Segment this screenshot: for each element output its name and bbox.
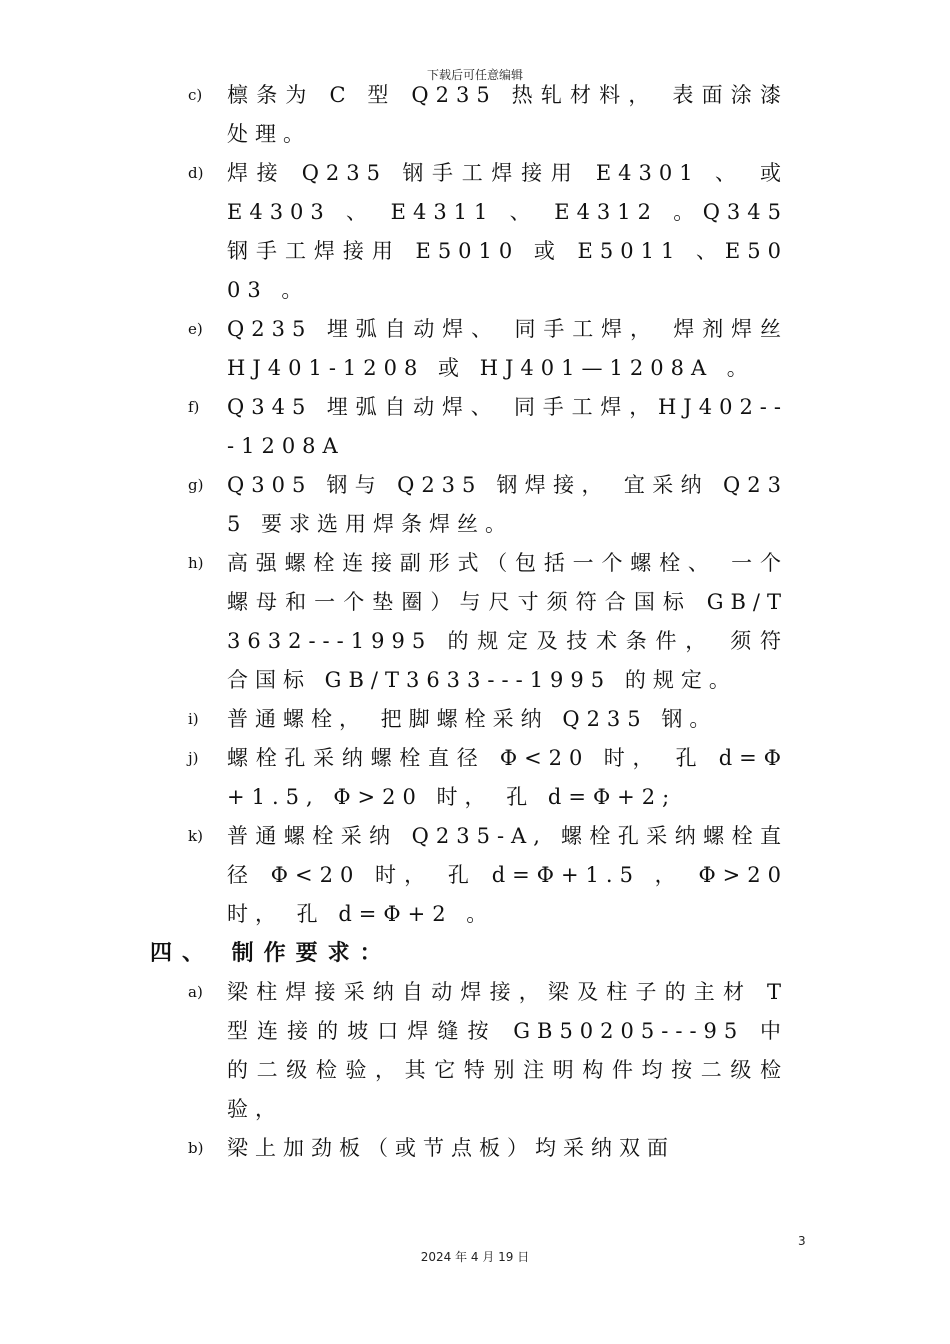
item-marker: h) <box>188 554 204 572</box>
item-text: Q305 钢与 Q235 钢焊接， 宜采纳 Q235 要求选用焊条焊丝。 <box>227 473 788 536</box>
item-text: 梁柱焊接采纳自动焊接，梁及柱子的主材 T 型连接的坡口焊缝按 GB50205---95 中的二级检验，其它特别注明构件均按二级检验， <box>227 980 788 1121</box>
item-text: 檩条为 C 型 Q235 热轧材料， 表面涂漆处理。 <box>227 83 788 146</box>
item-text: Q345 埋弧自动焊、 同手工焊，HJ402---1208A <box>227 395 788 458</box>
item-text: 梁上加劲板（或节点板）均采纳双面 <box>227 1136 675 1160</box>
item-marker: f) <box>188 398 200 416</box>
item-c <box>188 76 788 154</box>
item-marker: i) <box>188 710 199 728</box>
item-text: 焊接 Q235 钢手工焊接用 E4301 、 或 E4303 、 E4311 、 E4312 。Q345 钢手工焊接用 E5010 或 E5011 、E5003 。 <box>227 161 788 302</box>
item-f <box>188 388 788 466</box>
item-d <box>188 154 788 310</box>
item-text: 普通螺栓采纳 Q235-A, 螺栓孔采纳螺栓直径 Φ<20 时， 孔 d=Φ+1.5 ， Φ>20 时， 孔 d=Φ+2 。 <box>227 824 788 926</box>
item-marker: j) <box>188 749 199 767</box>
item-e <box>188 310 788 388</box>
item-text: 螺栓孔采纳螺栓直径 Φ<20 时， 孔 d=Φ+1.5, Φ>20 时， 孔 d=Φ+2; <box>227 746 788 809</box>
item-k <box>188 817 788 934</box>
item-text: Q235 埋弧自动焊、 同手工焊， 焊剂焊丝 HJ401-1208 或 HJ401—1208A 。 <box>227 317 788 380</box>
item-marker: a) <box>188 983 203 1001</box>
item-h <box>188 544 788 700</box>
item-marker: c) <box>188 86 203 104</box>
item-marker: b) <box>188 1139 204 1157</box>
item-i <box>188 700 788 739</box>
item-a <box>188 973 788 1129</box>
item-g <box>188 466 788 544</box>
item-marker: e) <box>188 320 203 338</box>
item-j <box>188 739 788 817</box>
item-text: 高强螺栓连接副形式（包括一个螺栓、 一个螺母和一个垫圈）与尺寸须符合国标 GB/T3632---1995 的规定及技术条件， 须符合国标 GB/T3633---1995 的规定。 <box>227 551 788 692</box>
footer-date: 2024 年 4 月 19 日 <box>420 1250 530 1264</box>
item-text: 普通螺栓， 把脚螺栓采纳 Q235 钢。 <box>227 707 718 731</box>
item-marker: g) <box>188 476 204 494</box>
document-body <box>0 76 950 1168</box>
page-header: 下载后可任意编辑 <box>426 68 523 82</box>
item-b <box>188 1129 788 1168</box>
page-number: 3 <box>798 1234 806 1248</box>
item-marker: k) <box>188 827 203 845</box>
item-marker: d) <box>188 164 204 182</box>
section-heading: 四、 制作要求： <box>150 941 392 966</box>
